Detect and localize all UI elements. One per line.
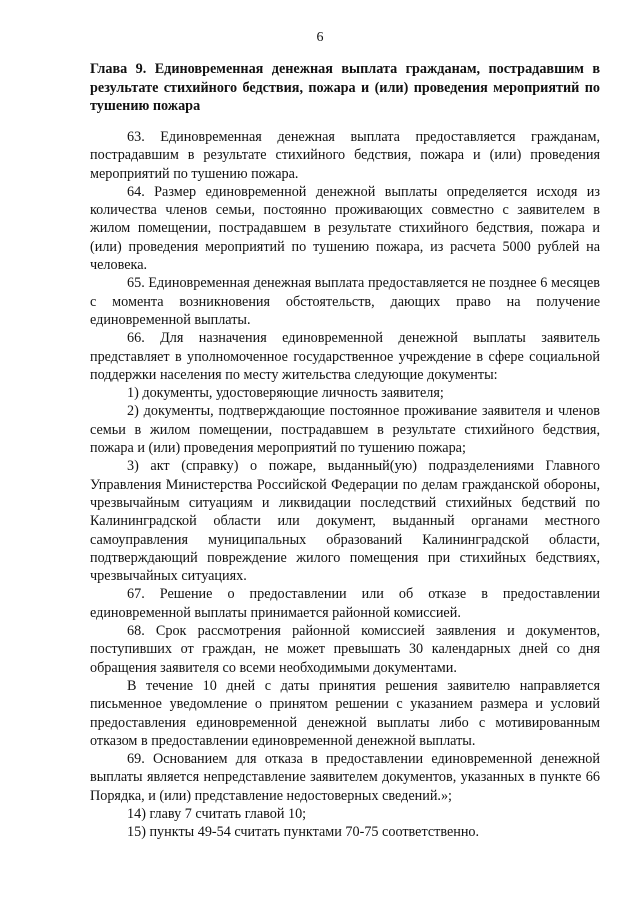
amendment-15: 15) пункты 49-54 считать пунктами 70-75 соответственно.: [127, 824, 480, 841]
paragraph-63: 63. Единовременная денежная выплата предоставляется гражданам, пострадавшим в результате стихийного бедствия, пожара и (или) проведения мероприятий по тушению пожара.: [90, 129, 600, 182]
paragraph-67: 67. Решение о предоставлении или об отказе в предоставлении единовременной выплаты принимается районной комиссией.: [90, 586, 600, 621]
paragraph-64: 64. Размер единовременной денежной выплаты определяется исходя из количества членов семьи, постоянно проживающих совместно с заявителем в жилом помещении, пострадавшем в результате стихийного бедствия, пожара и (или) проведения мероприятий по тушению пожара, из расчета 5000 рублей на человека.: [90, 183, 600, 274]
paragraph-66: 66. Для назначения единовременной денежной выплаты заявитель представляет в уполномоченное государственное учреждение в сфере социальной поддержки населения по месту жительства следующие документы:: [90, 330, 600, 383]
document-body: [90, 128, 600, 842]
list-item-3: 3) акт (справку) о пожаре, выданный(ую) подразделениями Главного Управления Министерства Российской Федерации по делам гражданской обороны, чрезвычайным ситуациям и ликвидации последствий стихийных бедствий по Калининградской области или документ, выданный органами местного самоуправления муниципальных образований Калининградской области, подтверждающий повреждение жилого помещения при стихийных бедствиях, чрезвычайных ситуациях.: [90, 458, 600, 585]
paragraph-notification: В течение 10 дней с даты принятия решения заявителю направляется письменное уведомление о принятом решении с указанием размера и условий предоставления единовременной денежной выплаты либо с мотивированным отказом в предоставлении единовременной денежной выплаты.: [90, 677, 600, 749]
chapter-heading: Глава 9. Единовременная денежная выплата гражданам, пострадавшим в результате стихийного бедствия, пожара и (или) проведения мероприятий по тушению пожара: [90, 61, 600, 115]
paragraph-65: 65. Единовременная денежная выплата предоставляется не позднее 6 месяцев с момента возникновения обстоятельств, дающих право на получение единовременной выплаты.: [90, 275, 600, 328]
amendment-14: 14) главу 7 считать главой 10;: [127, 805, 307, 822]
paragraph-68: 68. Срок рассмотрения районной комиссией заявления и документов, поступивших от граждан, не может превышать 30 календарных дней со дня обращения заявителя со всеми необходимыми документами.: [90, 623, 600, 676]
list-item-2: 2) документы, подтверждающие постоянное проживание заявителя и членов семьи в жилом помещении, пострадавшем в результате стихийного бедствия, пожара и (или) проведения мероприятий по тушению пожара;: [90, 403, 600, 457]
paragraph-69: 69. Основанием для отказа в предоставлении единовременной денежной выплаты является непредставление заявителем документов, указанных в пункте 66 Порядка, и (или) представление недостоверных сведений.»;: [90, 751, 600, 804]
list-item-1: 1) документы, удостоверяющие личность заявителя;: [127, 385, 444, 402]
page-number: 6: [316, 30, 324, 45]
